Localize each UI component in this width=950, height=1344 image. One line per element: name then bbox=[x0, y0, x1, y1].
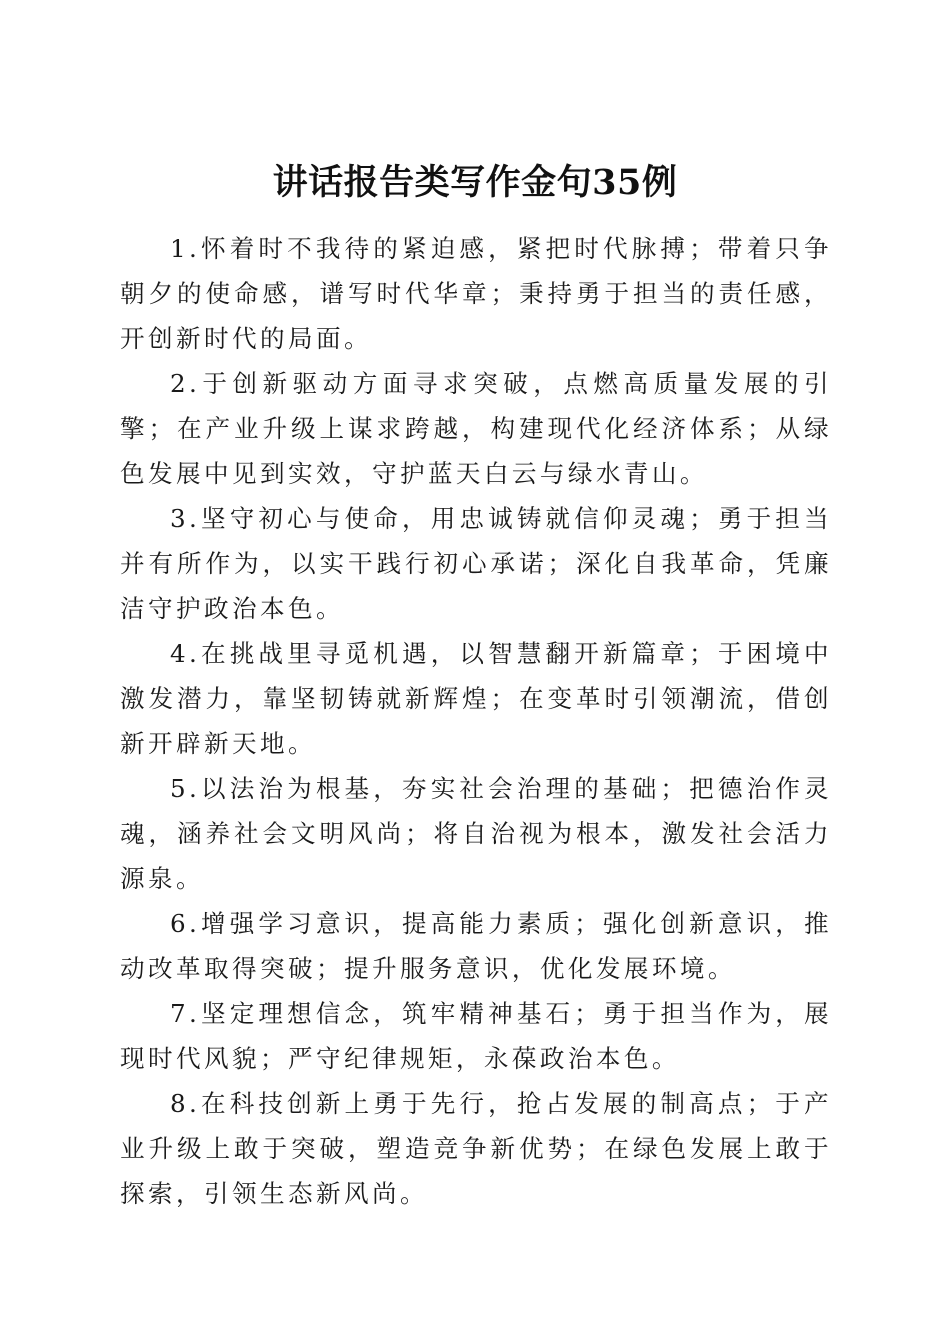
document-title: 讲话报告类写作金句35例 bbox=[272, 162, 678, 204]
paragraph-7: 7.坚定理想信念，筑牢精神基石；勇于担当作为，展现时代风貌；严守纪律规矩，永葆政治本色。 bbox=[120, 999, 832, 1073]
paragraph-4: 4.在挑战里寻觅机遇，以智慧翻开新篇章；于困境中激发潜力，靠坚韧铸就新辉煌；在变革时引领潮流，借创新开辟新天地。 bbox=[120, 639, 832, 758]
paragraph-3: 3.坚守初心与使命，用忠诚铸就信仰灵魂；勇于担当并有所作为，以实干践行初心承诺；深化自我革命，凭廉洁守护政治本色。 bbox=[120, 504, 832, 623]
paragraph-8: 8.在科技创新上勇于先行，抢占发展的制高点；于产业升级上敢于突破，塑造竞争新优势；在绿色发展上敢于探索，引领生态新风尚。 bbox=[120, 1089, 832, 1208]
paragraph-5: 5.以法治为根基，夯实社会治理的基础；把德治作灵魂，涵养社会文明风尚；将自治视为根本，激发社会活力源泉。 bbox=[120, 774, 832, 893]
document-body bbox=[120, 226, 832, 1216]
paragraph-2: 2.于创新驱动方面寻求突破，点燃高质量发展的引擎；在产业升级上谋求跨越，构建现代化经济体系；从绿色发展中见到实效，守护蓝天白云与绿水青山。 bbox=[120, 369, 832, 488]
paragraph-1: 1.怀着时不我待的紧迫感，紧把时代脉搏；带着只争朝夕的使命感，谱写时代华章；秉持勇于担当的责任感，开创新时代的局面。 bbox=[120, 234, 832, 353]
paragraph-6: 6.增强学习意识，提高能力素质；强化创新意识，推动改革取得突破；提升服务意识，优化发展环境。 bbox=[120, 909, 832, 983]
